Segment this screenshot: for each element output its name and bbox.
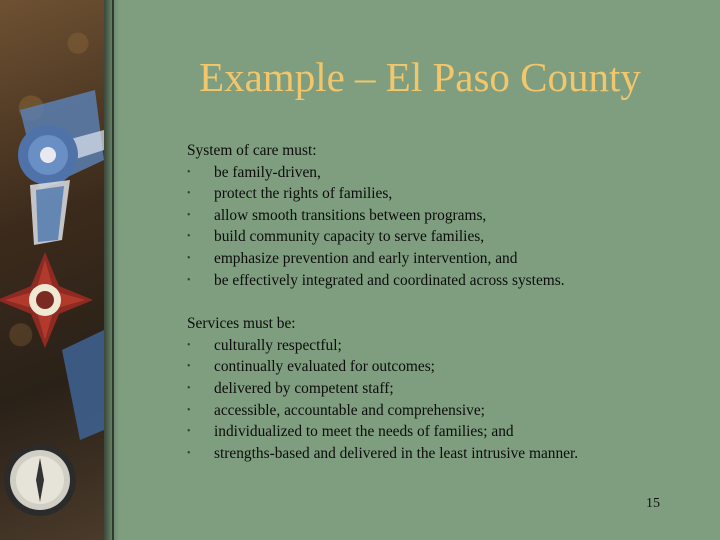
list-item-text: protect the rights of families,: [214, 185, 393, 203]
bullet-icon: •: [187, 426, 191, 438]
bullet-icon: •: [187, 209, 191, 221]
list-item-text: individualized to meet the needs of families; and: [214, 423, 514, 441]
page-number: 15: [646, 496, 660, 511]
bullet-icon: •: [187, 447, 191, 459]
list-item: [187, 378, 707, 400]
section-heading: System of care must:: [187, 142, 317, 159]
bullet-icon: •: [187, 404, 191, 416]
slide-title: Example – El Paso County: [199, 54, 641, 100]
decorative-medal-photo: [0, 0, 104, 540]
vertical-divider-line: [112, 0, 114, 540]
section-system-of-care: [187, 140, 707, 291]
list-item-text: emphasize prevention and early intervention, and: [214, 249, 518, 267]
bullet-icon: •: [187, 231, 191, 243]
list-item-text: be family-driven,: [214, 163, 321, 181]
list-item: [187, 162, 707, 184]
list-item-text: strengths-based and delivered in the least intrusive manner.: [214, 444, 579, 462]
section-heading: Services must be:: [187, 315, 296, 333]
bullet-icon: •: [187, 188, 191, 200]
bullet-list: [187, 335, 707, 465]
section-spacer: [187, 291, 707, 313]
slide-body: [187, 140, 707, 464]
bullet-icon: •: [187, 274, 191, 286]
list-item: [187, 356, 707, 378]
bullet-icon: •: [187, 252, 191, 264]
list-item-text: culturally respectful;: [214, 336, 342, 354]
medal-illustration: [0, 0, 104, 540]
list-item-text: delivered by competent staff;: [214, 379, 394, 397]
list-item: [187, 443, 707, 465]
list-item: [187, 400, 707, 422]
list-item-text: be effectively integrated and coordinated across systems.: [214, 271, 565, 289]
bullet-icon: •: [187, 166, 191, 178]
bullet-icon: •: [187, 339, 191, 351]
section-services: [187, 313, 707, 464]
list-item: [187, 270, 707, 292]
list-item-text: accessible, accountable and comprehensive;: [214, 401, 485, 419]
list-item: [187, 205, 707, 227]
bullet-list: [187, 162, 707, 292]
list-item: [187, 226, 707, 248]
bullet-icon: •: [187, 361, 191, 373]
list-item: [187, 421, 707, 443]
list-item-text: build community capacity to serve families,: [214, 228, 485, 246]
list-item: [187, 248, 707, 270]
list-item-text: continually evaluated for outcomes;: [214, 358, 435, 376]
bullet-icon: •: [187, 382, 191, 394]
list-item: [187, 335, 707, 357]
list-item-text: allow smooth transitions between programs,: [214, 206, 487, 224]
list-item: [187, 183, 707, 205]
